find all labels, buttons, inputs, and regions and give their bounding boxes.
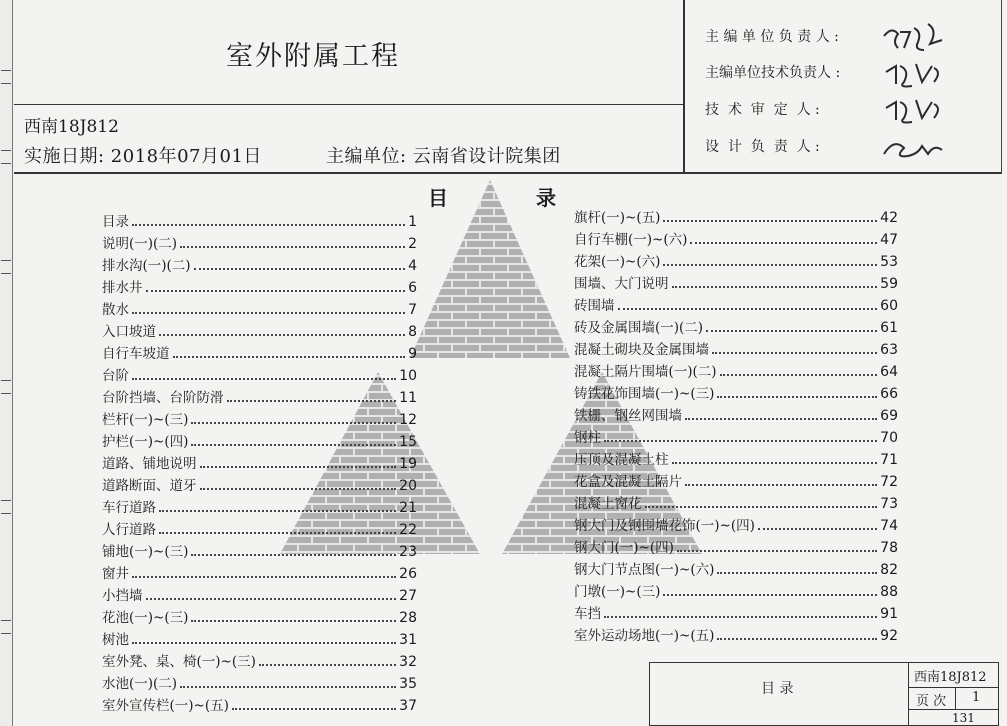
toc-entry-page: 42 — [880, 210, 898, 226]
toc-entry-label: 自行车坡道 — [102, 346, 170, 362]
toc-entry-page: 61 — [880, 320, 898, 336]
toc-entry-page: 23 — [399, 544, 417, 560]
toc-entry-label: 水池(一)(二) — [102, 676, 178, 692]
leader-dots — [604, 616, 877, 618]
toc-entry-label: 说明(一)(二) — [102, 236, 178, 252]
leader-dots — [191, 422, 396, 424]
footer-rule — [908, 687, 999, 688]
toc-entry-label: 混凝土窗花 — [574, 496, 642, 512]
toc-entry[interactable] — [102, 298, 417, 320]
toc-entry-label: 台阶 — [102, 368, 129, 384]
toc-entry-label: 室外凳、桌、椅(一)~(三) — [102, 654, 256, 670]
toc-entry[interactable] — [574, 580, 898, 602]
leader-dots — [685, 484, 877, 486]
toc-entry-label: 钢柱 — [574, 430, 601, 446]
toc-entry-page: 28 — [399, 610, 417, 626]
leader-dots — [672, 286, 878, 288]
toc-entry-page: 70 — [880, 430, 898, 446]
role-technical-reviewer: 技 术 审 定 人 : — [705, 102, 820, 118]
toc-entry-page: 31 — [399, 632, 417, 648]
footer-divider — [955, 687, 956, 709]
toc-entry[interactable] — [574, 294, 898, 316]
toc-entry[interactable] — [102, 430, 417, 452]
binding-strip — [0, 0, 13, 726]
toc-entry-page: 1 — [408, 214, 417, 230]
toc-entry-page: 32 — [399, 654, 417, 670]
toc-entry[interactable] — [102, 276, 417, 298]
role-technical-head: 主编单位技术负责人 : — [705, 65, 841, 81]
toc-entry-label: 入口坡道 — [102, 324, 156, 340]
toc-heading-right: 录 — [536, 186, 556, 210]
toc-entry-label: 砖及金属围墙(一)(二) — [574, 320, 704, 336]
toc-entry-label: 铸铁花饰围墙(一)~(三) — [574, 386, 715, 402]
toc-entry-page: 27 — [399, 588, 417, 604]
toc-entry-page: 74 — [880, 518, 898, 534]
toc-entry[interactable] — [574, 492, 898, 514]
toc-entry[interactable] — [102, 452, 417, 474]
leader-dots — [663, 264, 877, 266]
toc-entry-page: 59 — [880, 276, 898, 292]
toc-entry-page: 4 — [408, 258, 417, 274]
toc-entry-page: 82 — [880, 562, 898, 578]
leader-dots — [132, 312, 405, 314]
toc-entry-label: 花架(一)~(六) — [574, 254, 661, 270]
leader-dots — [717, 396, 877, 398]
toc-entry[interactable] — [574, 338, 898, 360]
toc-entry[interactable] — [574, 448, 898, 470]
toc-entry-label: 栏杆(一)~(三) — [102, 412, 189, 428]
toc-entry[interactable] — [102, 320, 417, 342]
toc-entry[interactable] — [574, 272, 898, 294]
leader-dots — [604, 440, 877, 442]
leader-dots — [706, 330, 877, 332]
toc-entry-label: 排水井 — [102, 280, 143, 296]
leader-dots — [191, 620, 396, 622]
toc-entry[interactable] — [574, 206, 898, 228]
footer-page-label: 页 次 — [916, 694, 947, 709]
toc-entry-page: 11 — [399, 390, 417, 406]
toc-entry[interactable] — [102, 386, 417, 408]
toc-entry[interactable] — [574, 624, 898, 646]
editing-unit: 主编单位: 云南省设计院集团 — [326, 146, 561, 167]
toc-entry[interactable] — [574, 602, 898, 624]
toc-entry-label: 钢大门节点图(一)~(六) — [574, 562, 715, 578]
toc-entry[interactable] — [102, 606, 417, 628]
leader-dots — [618, 308, 878, 310]
leader-dots — [717, 572, 877, 574]
leader-dots — [712, 352, 877, 354]
toc-entry-page: 7 — [408, 302, 417, 318]
leader-dots — [685, 418, 877, 420]
leader-dots — [180, 686, 396, 688]
toc-entry-page: 15 — [399, 434, 417, 450]
toc-entry-page: 47 — [880, 232, 898, 248]
toc-entry-page: 78 — [880, 540, 898, 556]
toc-entry[interactable] — [574, 382, 898, 404]
toc-entry-label: 护栏(一)~(四) — [102, 434, 189, 450]
toc-entry-page: 91 — [880, 606, 898, 622]
signature-marks — [880, 14, 950, 164]
leader-dots — [159, 334, 405, 336]
toc-entry-page: 6 — [408, 280, 417, 296]
toc-entry[interactable] — [102, 474, 417, 496]
binding-mark — [1, 70, 11, 84]
toc-entry-page: 63 — [880, 342, 898, 358]
binding-mark — [1, 150, 11, 164]
binding-mark — [1, 620, 11, 634]
toc-entry[interactable] — [574, 470, 898, 492]
toc-entry[interactable] — [102, 232, 417, 254]
toc-entry[interactable] — [574, 426, 898, 448]
toc-entry[interactable] — [102, 496, 417, 518]
leader-dots — [690, 242, 877, 244]
leader-dots — [758, 528, 877, 530]
toc-entry-label: 排水沟(一)(二) — [102, 258, 191, 274]
leader-dots — [191, 554, 396, 556]
sheet-number: 131 — [952, 711, 975, 725]
footer-page-number: 1 — [972, 690, 981, 705]
toc-entry[interactable] — [102, 342, 417, 364]
leader-dots — [200, 466, 397, 468]
binding-mark — [1, 260, 11, 274]
toc-entry[interactable] — [102, 540, 417, 562]
toc-entry-label: 车挡 — [574, 606, 601, 622]
leader-dots — [645, 506, 878, 508]
toc-entry-label: 人行道路 — [102, 522, 156, 538]
leader-dots — [159, 510, 396, 512]
atlas-code: 西南18J812 — [24, 117, 119, 137]
leader-dots — [259, 664, 396, 666]
leader-dots — [132, 576, 396, 578]
toc-entry[interactable] — [102, 364, 417, 386]
toc-entry-page: 88 — [880, 584, 898, 600]
leader-dots — [717, 638, 877, 640]
leader-dots — [173, 356, 406, 358]
toc-entry[interactable] — [102, 628, 417, 650]
toc-entry[interactable] — [102, 210, 417, 232]
toc-entry-page: 2 — [408, 236, 417, 252]
toc-entry-page: 73 — [880, 496, 898, 512]
toc-entry-label: 道路、铺地说明 — [102, 456, 197, 472]
toc-entry[interactable] — [574, 360, 898, 382]
leader-dots — [663, 220, 877, 222]
toc-entry-label: 压顶及混凝土柱 — [574, 452, 669, 468]
toc-entry-label: 混凝土砌块及金属围墙 — [574, 342, 709, 358]
leader-dots — [663, 594, 877, 596]
toc-entry[interactable] — [574, 558, 898, 580]
toc-entry-label: 花池(一)~(三) — [102, 610, 189, 626]
leader-dots — [180, 246, 405, 248]
toc-entry[interactable] — [102, 650, 417, 672]
toc-entry-label: 门墩(一)~(三) — [574, 584, 661, 600]
leader-dots — [672, 462, 878, 464]
toc-entry-page: 64 — [880, 364, 898, 380]
toc-entry[interactable] — [102, 584, 417, 606]
toc-entry-label: 室外运动场地(一)~(五) — [574, 628, 715, 644]
leader-dots — [720, 374, 878, 376]
role-design-head: 设 计 负 责 人 : — [705, 139, 820, 155]
toc-entry-page: 60 — [880, 298, 898, 314]
toc-entry-label: 目录 — [102, 214, 129, 230]
toc-entry[interactable] — [574, 404, 898, 426]
toc-entry-page: 19 — [399, 456, 417, 472]
toc-entry-page: 10 — [399, 368, 417, 384]
toc-entry[interactable] — [102, 254, 417, 276]
title-block-divider — [683, 0, 685, 174]
toc-entry-label: 砖围墙 — [574, 298, 615, 314]
toc-heading-left: 目 — [428, 186, 448, 210]
toc-entry[interactable] — [574, 536, 898, 558]
toc-entry-label: 树池 — [102, 632, 129, 648]
toc-entry-page: 69 — [880, 408, 898, 424]
toc-entry-label: 钢大门(一)~(四) — [574, 540, 674, 556]
toc-entry-page: 72 — [880, 474, 898, 490]
leader-dots — [227, 400, 397, 402]
toc-entry-label: 小挡墙 — [102, 588, 143, 604]
toc-entry-label: 旗杆(一)~(五) — [574, 210, 661, 226]
toc-entry-label: 车行道路 — [102, 500, 156, 516]
toc-entry-page: 35 — [399, 676, 417, 692]
toc-entry[interactable] — [574, 514, 898, 536]
page-title: 室外附属工程 — [226, 41, 400, 72]
toc-entry-page: 12 — [399, 412, 417, 428]
toc-entry-page: 92 — [880, 628, 898, 644]
binding-mark — [1, 500, 11, 514]
leader-dots — [132, 642, 396, 644]
toc-entry-label: 散水 — [102, 302, 129, 318]
toc-entry[interactable] — [102, 518, 417, 540]
footer-divider — [908, 662, 909, 726]
toc-entry[interactable] — [102, 694, 417, 716]
toc-entry-label: 围墙、大门说明 — [574, 276, 669, 292]
leader-dots — [191, 444, 396, 446]
leader-dots — [194, 268, 406, 270]
toc-entry-label: 窗井 — [102, 566, 129, 582]
toc-entry[interactable] — [102, 672, 417, 694]
toc-entry-page: 26 — [399, 566, 417, 582]
footer-code: 西南18J812 — [914, 670, 987, 685]
toc-entry-label: 钢大门及钢围墙花饰(一)~(四) — [574, 518, 755, 534]
leader-dots — [159, 532, 396, 534]
leader-dots — [232, 708, 396, 710]
toc-entry-label: 花盒及混凝土隔片 — [574, 474, 682, 490]
footer-title: 目 录 — [761, 681, 794, 697]
toc-entry-page: 8 — [408, 324, 417, 340]
toc-entry-page: 9 — [408, 346, 417, 362]
title-block-rule — [14, 104, 684, 105]
toc-entry[interactable] — [102, 408, 417, 430]
leader-dots — [132, 224, 405, 226]
toc-entry[interactable] — [574, 250, 898, 272]
toc-entry-page: 22 — [399, 522, 417, 538]
toc-entry-page: 37 — [399, 698, 417, 714]
toc-entry[interactable] — [102, 562, 417, 584]
toc-entry-label: 铺地(一)~(三) — [102, 544, 189, 560]
toc-entry-page: 53 — [880, 254, 898, 270]
toc-entry-label: 台阶挡墙、台阶防滑 — [102, 390, 224, 406]
toc-entry[interactable] — [574, 228, 898, 250]
implementation-date: 实施日期: 2018年07月01日 — [24, 146, 262, 167]
footer-rule — [908, 709, 999, 710]
leader-dots — [146, 598, 397, 600]
toc-entry-page: 20 — [399, 478, 417, 494]
toc-entry-label: 道路断面、道牙 — [102, 478, 197, 494]
leader-dots — [132, 378, 396, 380]
toc-entry-label: 混凝土隔片围墙(一)(二) — [574, 364, 717, 380]
leader-dots — [677, 550, 877, 552]
toc-entry-page: 71 — [880, 452, 898, 468]
binding-mark — [1, 380, 11, 394]
toc-entry-page: 66 — [880, 386, 898, 402]
leader-dots — [200, 488, 397, 490]
toc-entry-page: 21 — [399, 500, 417, 516]
role-chief-unit-head: 主 编 单 位 负 责 人 : — [705, 29, 839, 45]
toc-entry-label: 铁栅、钢丝网围墙 — [574, 408, 682, 424]
toc-entry-label: 自行车棚(一)~(六) — [574, 232, 688, 248]
leader-dots — [146, 290, 406, 292]
toc-entry[interactable] — [574, 316, 898, 338]
toc-entry-label: 室外宣传栏(一)~(五) — [102, 698, 229, 714]
